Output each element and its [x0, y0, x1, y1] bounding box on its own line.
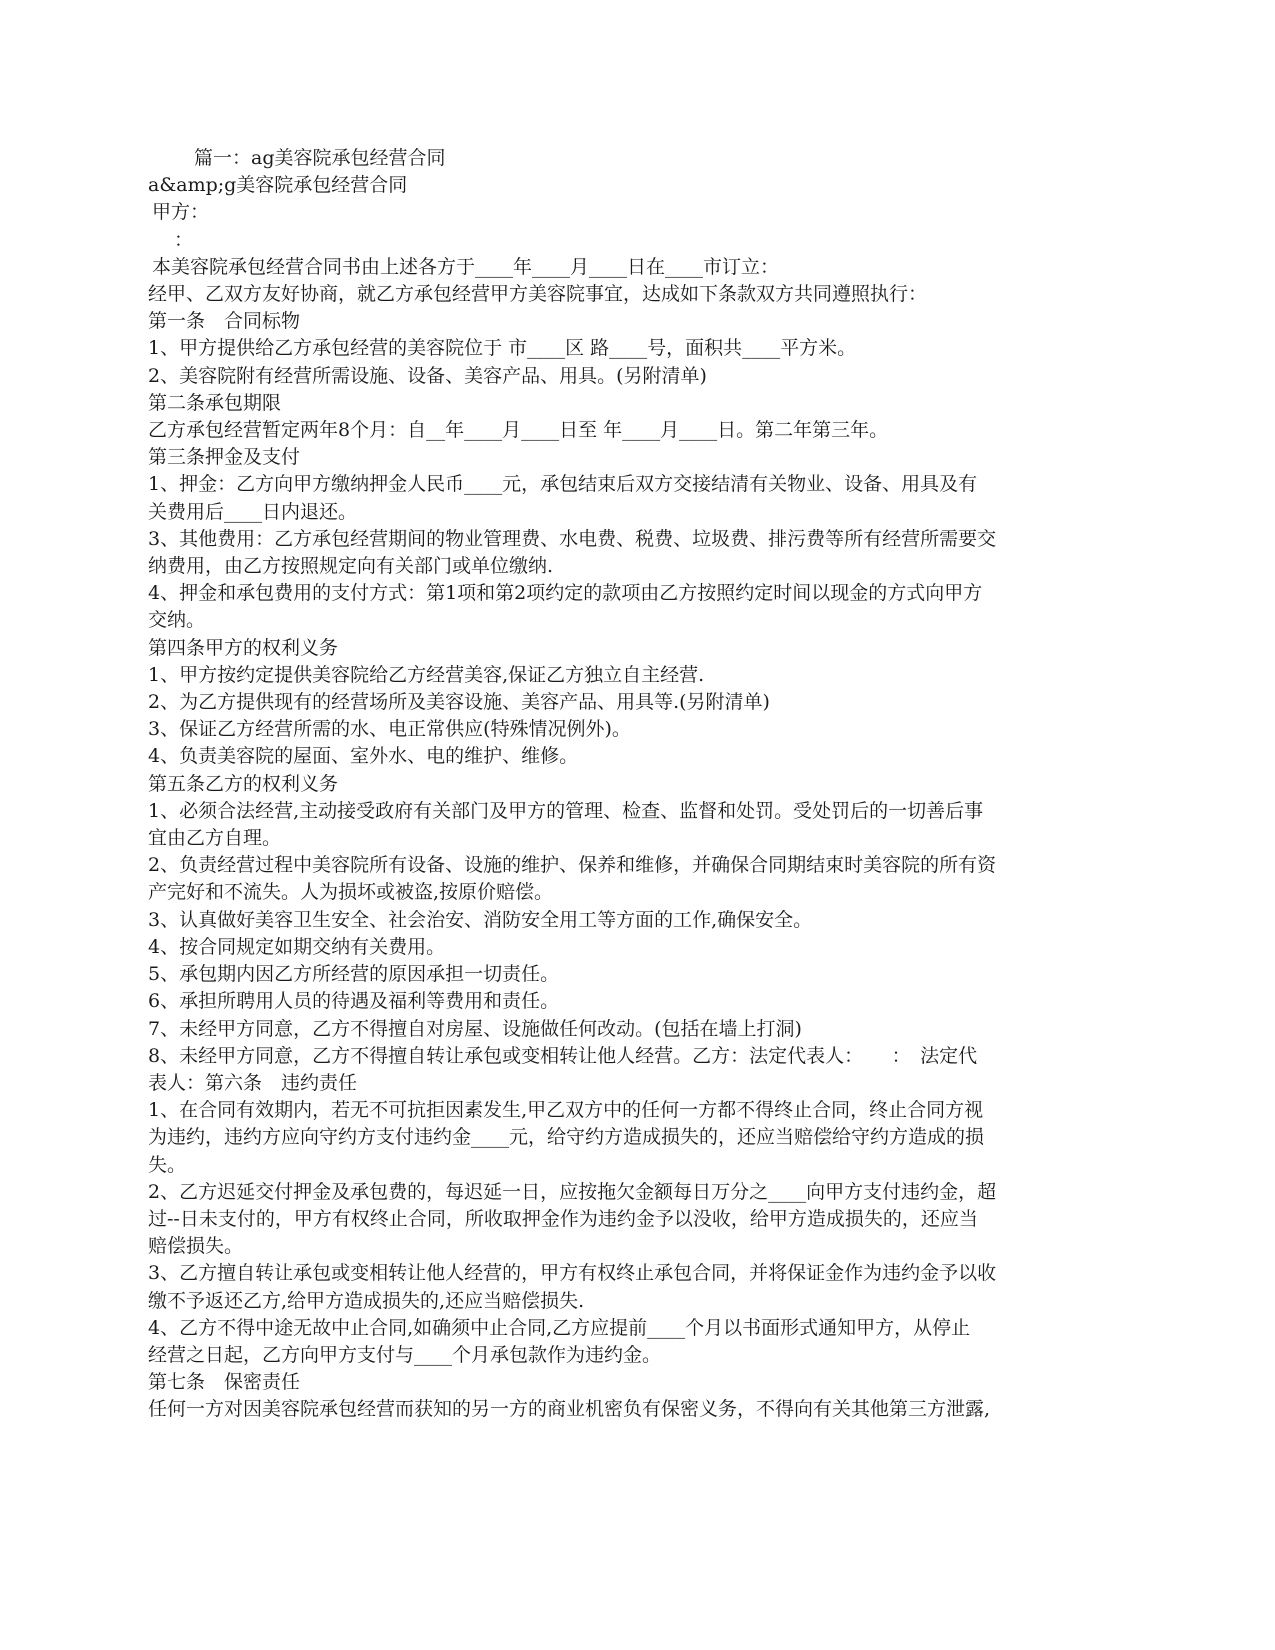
text-line: 4、押金和承包费用的支付方式：第1项和第2项约定的款项由乙方按照约定时间以现金的方式向甲方 — [148, 582, 983, 605]
party-b-label: ： — [174, 228, 194, 251]
document-title: 篇一：ag美容院承包经营合同 — [194, 147, 446, 169]
text-line: 6、承担所聘用人员的待遇及福利等费用和责任。 — [148, 990, 560, 1013]
text-line: 赔偿损失。 — [148, 1235, 244, 1258]
text-line: 2、为乙方提供现有的经营场所及美容设施、美容产品、用具等.(另附清单) — [148, 691, 770, 714]
text-line: 3、保证乙方经营所需的水、电正常供应(特殊情况例外)。 — [148, 718, 631, 741]
text-line: 表人：第六条 违约责任 — [148, 1071, 358, 1094]
text-line: 2、乙方迟延交付押金及承包费的，每迟延一日，应按拖欠金额每日万分之____向甲方支付违约金，超 — [148, 1180, 997, 1203]
text-line: 3、乙方擅自转让承包或变相转让他人经营的，甲方有权终止承包合同，并将保证金作为违约金予以收 — [148, 1262, 997, 1285]
text-line: 1、甲方提供给乙方承包经营的美容院位于 市____区 路____号，面积共____平方米。 — [148, 337, 857, 360]
text-line: 1、甲方按约定提供美容院给乙方经营美容,保证乙方独立自主经营. — [148, 663, 705, 686]
text-line: 乙方承包经营暂定两年8个月：自__年____月____日至 年____月____日。第二年第三年。 — [148, 419, 889, 442]
party-a-label: 甲方： — [152, 201, 210, 224]
text-line: 4、乙方不得中途无故中止合同,如确须中止合同,乙方应提前____个月以书面形式通知甲方，从停止 — [148, 1316, 971, 1339]
text-line: 关费用后____日内退还。 — [148, 500, 358, 523]
text-line: 产完好和不流失。人为损坏或被盗,按原价赔偿。 — [148, 881, 554, 904]
text-line: 1、必须合法经营,主动接受政府有关部门及甲方的管理、检查、监督和处罚。受处罚后的一切善后事 — [148, 799, 984, 822]
text-line: 2、负责经营过程中美容院所有设备、设施的维护、保养和维修，并确保合同期结束时美容院的所有资 — [148, 854, 997, 877]
text-line: 交纳。 — [148, 609, 206, 632]
section-heading: 第五条乙方的权利义务 — [148, 772, 339, 795]
text-line: 本美容院承包经营合同书由上述各方于____年____月____日在____市订立： — [152, 255, 780, 278]
section-heading: 第二条承包期限 — [148, 391, 282, 414]
text-line: 宜由乙方自理。 — [148, 827, 282, 850]
text-line: 4、负责美容院的屋面、室外水、电的维护、维修。 — [148, 745, 579, 768]
text-line: 7、未经甲方同意，乙方不得擅自对房屋、设施做任何改动。(包括在墙上打洞) — [148, 1017, 802, 1040]
document-subtitle: a&amp;g美容院承包经营合同 — [148, 174, 408, 197]
text-line: 8、未经甲方同意，乙方不得擅自转让承包或变相转让他人经营。乙方：法定代表人： ： 法定代 — [148, 1044, 978, 1067]
text-line: 4、按合同规定如期交纳有关费用。 — [148, 935, 446, 958]
text-line: 经甲、乙双方友好协商，就乙方承包经营甲方美容院事宜，达成如下条款双方共同遵照执行： — [148, 283, 928, 306]
text-line: 3、认真做好美容卫生安全、社会治安、消防安全用工等方面的工作,确保安全。 — [148, 908, 813, 931]
text-line: 3、其他费用：乙方承包经营期间的物业管理费、水电费、税费、垃圾费、排污费等所有经营所需要交 — [148, 527, 997, 550]
text-line: 过--日未支付的，甲方有权终止合同，所收取押金作为违约金予以没收，给甲方造成损失的，还应当 — [148, 1207, 978, 1230]
section-heading: 第四条甲方的权利义务 — [148, 636, 339, 659]
text-line: 为违约，违约方应向守约方支付违约金____元，给守约方造成损失的，还应当赔偿给守约方造成的损 — [148, 1126, 985, 1149]
section-heading: 第七条 保密责任 — [148, 1371, 301, 1394]
text-line: 2、美容院附有经营所需设施、设备、美容产品、用具。(另附清单) — [148, 364, 707, 387]
section-heading: 第一条 合同标物 — [148, 310, 301, 333]
text-line: 任何一方对因美容院承包经营而获知的另一方的商业机密负有保密义务，不得向有关其他第三方泄露, — [148, 1398, 991, 1421]
section-heading: 第三条押金及支付 — [148, 446, 301, 469]
text-line: 5、承包期内因乙方所经营的原因承担一切责任。 — [148, 963, 560, 986]
text-line: 1、在合同有效期内，若无不可抗拒因素发生,甲乙双方中的任何一方都不得终止合同，终止合同方视 — [148, 1099, 984, 1122]
text-line: 缴不予返还乙方,给甲方造成损失的,还应当赔偿损失. — [148, 1289, 585, 1312]
text-line: 经营之日起，乙方向甲方支付与____个月承包款作为违约金。 — [148, 1343, 662, 1366]
text-line: 失。 — [148, 1153, 187, 1176]
contract-document — [148, 145, 1083, 1424]
text-line: 1、押金：乙方向甲方缴纳押金人民币____元，承包结束后双方交接结清有关物业、设备、用具及有 — [148, 473, 978, 496]
text-line: 纳费用，由乙方按照规定向有关部门或单位缴纳. — [148, 555, 554, 578]
